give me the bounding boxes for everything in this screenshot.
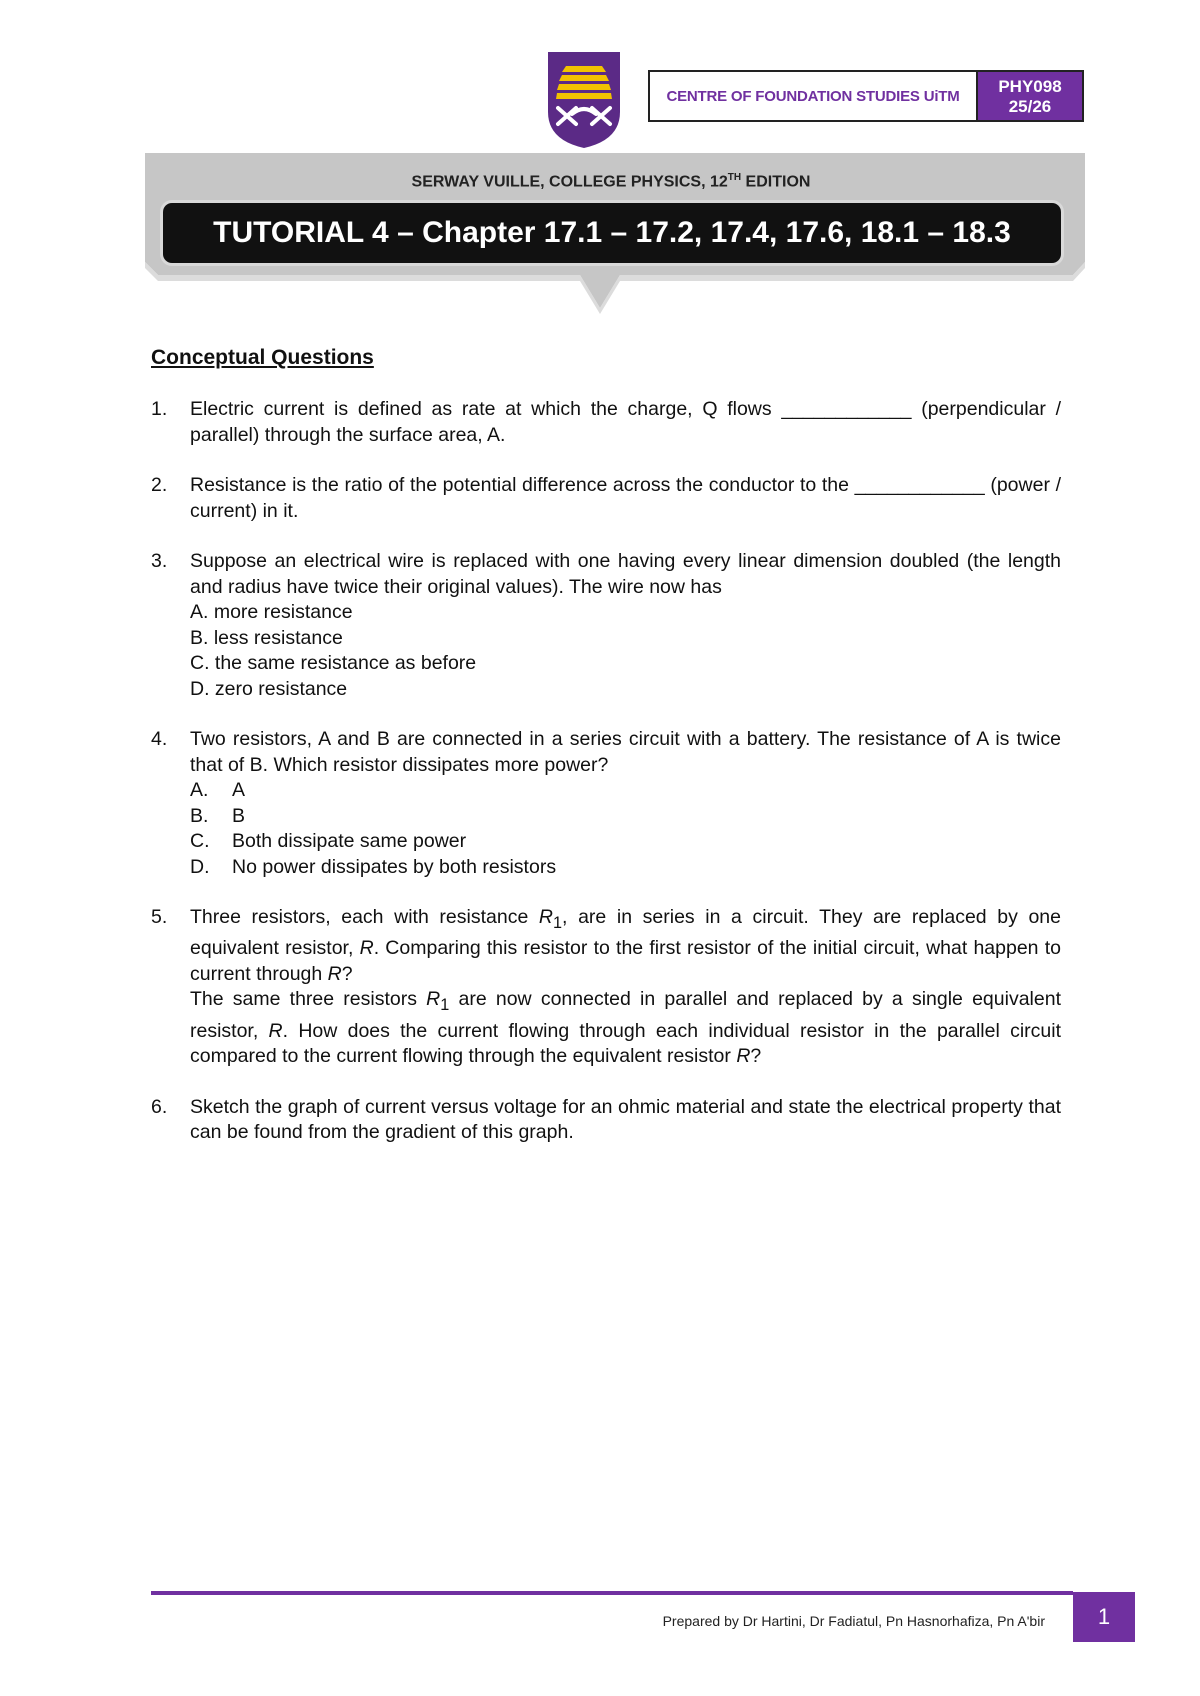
question-text-part-1: Three resistors, each with resistance $R_1$, are in series in a circuit. They are replaced by one equivalent resistor, R. Comparing this resistor to the first resistor of the initial circuit, what happen to current through R? bbox=[190, 906, 1061, 985]
question-text: Suppose an electrical wire is replaced with one having every linear dimension doubled (the length and radius have twice their original values). The wire now has bbox=[190, 550, 1061, 598]
header-banner bbox=[0, 0, 1200, 320]
question-5 bbox=[151, 905, 1061, 1070]
footer-prepared-by: Prepared by Dr Hartini, Dr Fadiatul, Pn Hasnorhafiza, Pn A'bir bbox=[662, 1613, 1045, 1629]
org-name: CENTRE OF FOUNDATION STUDIES UiTM bbox=[666, 87, 960, 105]
course-code: PHY098 bbox=[998, 77, 1062, 96]
tutorial-title-box bbox=[163, 203, 1061, 263]
option: A. more resistance bbox=[190, 601, 353, 623]
question-text: Sketch the graph of current versus voltage for an ohmic material and state the electrical property that can be found from the gradient of this graph. bbox=[190, 1095, 1061, 1144]
option: B. less resistance bbox=[190, 626, 343, 649]
question-3 bbox=[151, 549, 1061, 702]
question-number: 5. bbox=[151, 906, 168, 928]
question-number: 1. bbox=[151, 398, 168, 420]
course-code-box bbox=[976, 70, 1084, 122]
question-number: 3. bbox=[151, 550, 168, 572]
book-title-edition: EDITION bbox=[741, 173, 811, 191]
option bbox=[190, 804, 1061, 830]
book-title-sup: TH bbox=[727, 172, 742, 183]
section-title: Conceptual Questions bbox=[151, 346, 374, 369]
question-text: Electric current is defined as rate at which the charge, Q flows ____________ (perpendicular / parallel) through the surface area, A. bbox=[190, 398, 1061, 446]
page-number: 1 bbox=[1073, 1592, 1135, 1642]
option-label: A. bbox=[190, 779, 209, 801]
question-text: Two resistors, A and B are connected in a series circuit with a battery. The resistance of A is twice that of B. Which resistor dissipates more power? bbox=[190, 728, 1061, 776]
option-text: A bbox=[232, 779, 246, 801]
session: 25/26 bbox=[1008, 97, 1052, 116]
option: C. the same resistance as before bbox=[190, 652, 477, 674]
question-text: Resistance is the ratio of the potential difference across the conductor to the ____________ (power / current) in it. bbox=[190, 474, 1061, 522]
question-text-part-2: The same three resistors $R_1$ are now connected in parallel and replaced by a single equivalent resistor, R. How does the current flowing through each individual resistor in the parallel circuit compared to the current flowing through the equivalent resistor R? bbox=[190, 988, 1062, 1068]
option-text: B bbox=[232, 804, 246, 827]
footer-divider bbox=[151, 1591, 1073, 1595]
option-text: No power dissipates by both resistors bbox=[232, 855, 557, 878]
uitm-logo bbox=[544, 50, 624, 150]
option: D. zero resistance bbox=[190, 677, 348, 700]
tutorial-title: TUTORIAL 4 – Chapter 17.1 – 17.2, 17.4, 17.6, 18.1 – 18.3 bbox=[213, 216, 1011, 249]
question-list bbox=[151, 397, 1061, 1171]
option-label: D. bbox=[190, 855, 210, 878]
question-6 bbox=[151, 1095, 1061, 1146]
option bbox=[190, 778, 1061, 804]
option bbox=[190, 855, 1061, 881]
org-name-box bbox=[648, 70, 978, 122]
option-label: B. bbox=[190, 804, 209, 827]
option bbox=[190, 829, 1061, 855]
question-number: 6. bbox=[151, 1095, 168, 1118]
book-title-text: SERWAY VUILLE, COLLEGE PHYSICS, 12 bbox=[411, 173, 728, 191]
question-4 bbox=[151, 727, 1061, 880]
question-number: 2. bbox=[151, 474, 168, 496]
question-number: 4. bbox=[151, 728, 168, 750]
question-2 bbox=[151, 473, 1061, 524]
option-label: C. bbox=[190, 830, 210, 852]
option-text: Both dissipate same power bbox=[232, 830, 467, 852]
book-edition bbox=[146, 172, 1076, 191]
question-1 bbox=[151, 397, 1061, 448]
